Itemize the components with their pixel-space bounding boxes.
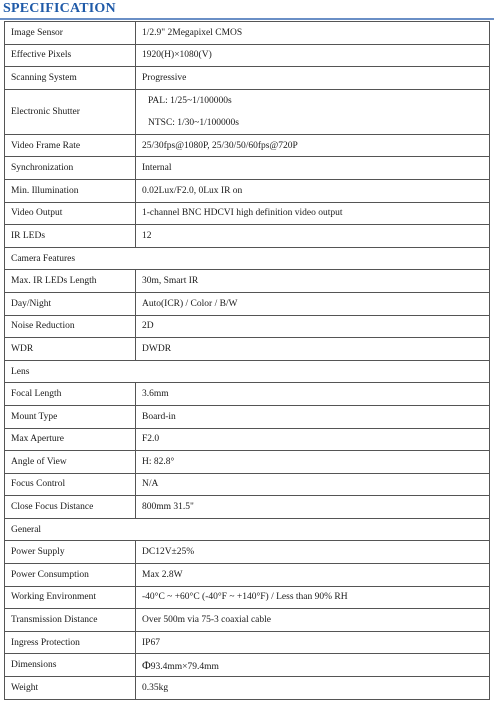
spec-label: Electronic Shutter bbox=[5, 89, 136, 134]
spec-value: 1-channel BNC HDCVI high definition video output bbox=[136, 202, 490, 225]
spec-label: Scanning System bbox=[5, 67, 136, 90]
section-header-row bbox=[5, 360, 490, 383]
spec-value: 0.35kg bbox=[136, 677, 490, 700]
spec-label: Max Aperture bbox=[5, 428, 136, 451]
spec-value: 25/30fps@1080P, 25/30/50/60fps@720P bbox=[136, 134, 490, 157]
spec-row bbox=[5, 157, 490, 180]
spec-row bbox=[5, 631, 490, 654]
spec-row bbox=[5, 586, 490, 609]
spec-row bbox=[5, 202, 490, 225]
diameter-symbol: Φ bbox=[142, 657, 151, 672]
spec-label: Day/Night bbox=[5, 292, 136, 315]
spec-row bbox=[5, 541, 490, 564]
spec-label: Focal Length bbox=[5, 383, 136, 406]
spec-label: WDR bbox=[5, 338, 136, 361]
spec-label: Synchronization bbox=[5, 157, 136, 180]
spec-label: Focus Control bbox=[5, 473, 136, 496]
spec-label: Video Frame Rate bbox=[5, 134, 136, 157]
section-header-row bbox=[5, 518, 490, 541]
spec-row bbox=[5, 67, 490, 90]
spec-label: Video Output bbox=[5, 202, 136, 225]
spec-label: Power Supply bbox=[5, 541, 136, 564]
spec-row bbox=[5, 496, 490, 519]
spec-value: 3.6mm bbox=[136, 383, 490, 406]
spec-label: Dimensions bbox=[5, 654, 136, 677]
spec-value: DC12V±25% bbox=[136, 541, 490, 564]
section-header: General bbox=[5, 518, 490, 541]
spec-label: Transmission Distance bbox=[5, 609, 136, 632]
spec-label: Weight bbox=[5, 677, 136, 700]
spec-row bbox=[5, 428, 490, 451]
spec-label: Close Focus Distance bbox=[5, 496, 136, 519]
spec-value-text: 93.4mm×79.4mm bbox=[150, 661, 219, 672]
spec-row bbox=[5, 270, 490, 293]
spec-value: 12 bbox=[136, 225, 490, 248]
spec-value: Internal bbox=[136, 157, 490, 180]
spec-label: Noise Reduction bbox=[5, 315, 136, 338]
spec-label: Angle of View bbox=[5, 451, 136, 474]
spec-row bbox=[5, 405, 490, 428]
spec-row bbox=[5, 22, 490, 45]
spec-label: Ingress Protection bbox=[5, 631, 136, 654]
section-header: Camera Features bbox=[5, 247, 490, 270]
specification-table bbox=[4, 21, 490, 700]
spec-value: 0.02Lux/F2.0, 0Lux IR on bbox=[136, 179, 490, 202]
spec-value: DWDR bbox=[136, 338, 490, 361]
spec-value: 2D bbox=[136, 315, 490, 338]
section-header: Lens bbox=[5, 360, 490, 383]
spec-row bbox=[5, 564, 490, 587]
section-header-row bbox=[5, 247, 490, 270]
spec-label: Working Environment bbox=[5, 586, 136, 609]
spec-label: Min. Illumination bbox=[5, 179, 136, 202]
spec-row bbox=[5, 179, 490, 202]
page-title: SPECIFICATION bbox=[3, 1, 116, 16]
spec-row bbox=[5, 292, 490, 315]
spec-row bbox=[5, 654, 490, 677]
spec-row bbox=[5, 89, 490, 134]
spec-value: 30m, Smart IR bbox=[136, 270, 490, 293]
spec-row bbox=[5, 383, 490, 406]
spec-value: 1/2.9" 2Megapixel CMOS bbox=[136, 22, 490, 45]
spec-value: -40°C ~ +60°C (-40°F ~ +140°F) / Less than 90% RH bbox=[136, 586, 490, 609]
spec-label: Image Sensor bbox=[5, 22, 136, 45]
spec-value: Max 2.8W bbox=[136, 564, 490, 587]
spec-value-multi bbox=[136, 89, 490, 134]
title-divider bbox=[0, 18, 494, 20]
spec-label: Power Consumption bbox=[5, 564, 136, 587]
spec-label: Max. IR LEDs Length bbox=[5, 270, 136, 293]
spec-value: Over 500m via 75-3 coaxial cable bbox=[136, 609, 490, 632]
spec-value-line: PAL: 1/25~1/100000s bbox=[148, 95, 232, 106]
spec-label: Mount Type bbox=[5, 405, 136, 428]
spec-row bbox=[5, 473, 490, 496]
spec-value: Progressive bbox=[136, 67, 490, 90]
spec-value bbox=[136, 654, 490, 677]
spec-value-line: NTSC: 1/30~1/100000s bbox=[148, 117, 239, 128]
spec-value: 1920(H)×1080(V) bbox=[136, 44, 490, 67]
spec-row bbox=[5, 338, 490, 361]
spec-row bbox=[5, 134, 490, 157]
spec-label: Effective Pixels bbox=[5, 44, 136, 67]
spec-row bbox=[5, 677, 490, 700]
spec-value: Auto(ICR) / Color / B/W bbox=[136, 292, 490, 315]
spec-row bbox=[5, 44, 490, 67]
spec-label: IR LEDs bbox=[5, 225, 136, 248]
spec-row bbox=[5, 225, 490, 248]
spec-value: IP67 bbox=[136, 631, 490, 654]
spec-value: Board-in bbox=[136, 405, 490, 428]
spec-row bbox=[5, 451, 490, 474]
spec-value: N/A bbox=[136, 473, 490, 496]
spec-value: H: 82.8° bbox=[136, 451, 490, 474]
spec-row bbox=[5, 609, 490, 632]
spec-row bbox=[5, 315, 490, 338]
spec-value: 800mm 31.5" bbox=[136, 496, 490, 519]
spec-value: F2.0 bbox=[136, 428, 490, 451]
